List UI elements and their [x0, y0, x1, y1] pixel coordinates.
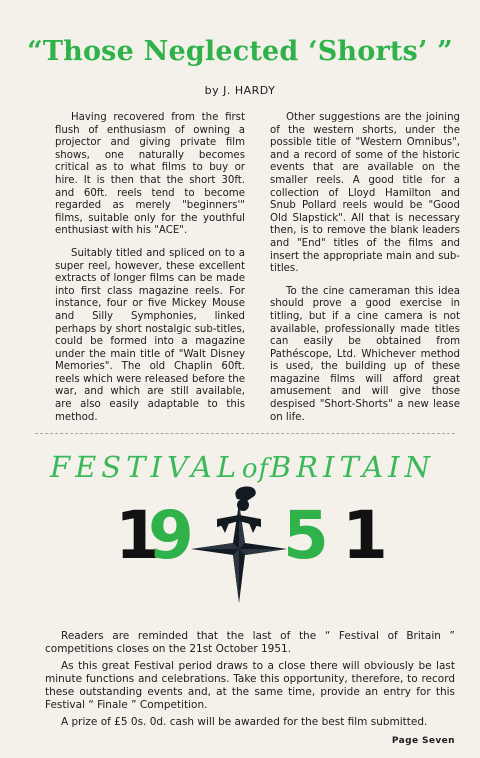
page-number: Page Seven	[391, 736, 455, 746]
article-byline: by J. HARDY	[204, 84, 276, 97]
paragraph: To the cine cameraman this idea should prove a good exercise in titling, but if a cine camera is not available, professionally made titles can easily be obtained from Pathéscope, Ltd. Whichever method is used, the building up of these magazine films will afford great amusement and will give those despised "Short-Shorts" a new lease on life.	[270, 285, 460, 423]
year-digit: 1	[342, 497, 388, 574]
right-column	[270, 112, 460, 434]
festival-word: FESTIVAL	[50, 450, 242, 484]
paragraph: Suitably titled and spliced on to a super reel, however, these excellent extracts of longer films can be made into first class magazine reels. For instance, four or five Mickey Mouse and Silly Symphonies, linked perhaps by short nostalgic sub-titles, could be formed into a magazine under the main title of "Walt Disney Memories". The old Chaplin 60ft. reels which were released before the war, and which are still available, are also easily adaptable to this method.	[55, 247, 245, 423]
notice-paragraph: As this great Festival period draws to a close there will obviously be last minute functions and celebrations. Take this opportunity, therefore, to record these outstanding events and, at the same time, provide an entry for this Festival “ Finale ” Competition.	[45, 660, 455, 711]
paragraph: Other suggestions are the joining of the western shorts, under the possible title of "Western Omnibus", and a record of some of the historic events that are available on the smaller reels. A good title for a collection of Lloyd Hamilton and Snub Pollard reels would be "Good Old Slapstick". All that is necessary then, is to remove the blank leaders and "End" titles of the films and insert the appropriate main and sub-titles.	[270, 112, 460, 275]
year-digit: 1	[115, 497, 161, 574]
paragraph: Having recovered from the first flush of enthusiasm of owning a projector and giving private film shows, one naturally becomes critical as to what films to buy or hire. It is then that the short 30ft. and 60ft. reels tend to become regarded as merely "beginners'" films, suitable only for the youthful enthusiast with his "ACE".	[55, 112, 245, 237]
section-divider	[35, 433, 455, 434]
of-word: of	[241, 454, 270, 484]
article-title: “Those Neglected ‘Shorts’ ”	[27, 36, 453, 67]
article-body	[55, 112, 460, 434]
festival-year-logo	[0, 485, 480, 615]
festival-star-emblem-icon	[191, 485, 287, 615]
notice-paragraph: Readers are reminded that the last of the “ Festival of Britain ” competitions closes on the 21st October 1951.	[45, 630, 455, 655]
britain-word: BRITAIN	[269, 450, 435, 484]
notice-paragraph: A prize of £5 0s. 0d. cash will be awarded for the best film submitted.	[61, 716, 428, 728]
festival-heading	[50, 450, 435, 484]
year-digit: 5	[283, 497, 329, 574]
left-column	[55, 112, 245, 434]
year-digit: 9	[148, 497, 194, 574]
competition-notice	[45, 630, 455, 733]
